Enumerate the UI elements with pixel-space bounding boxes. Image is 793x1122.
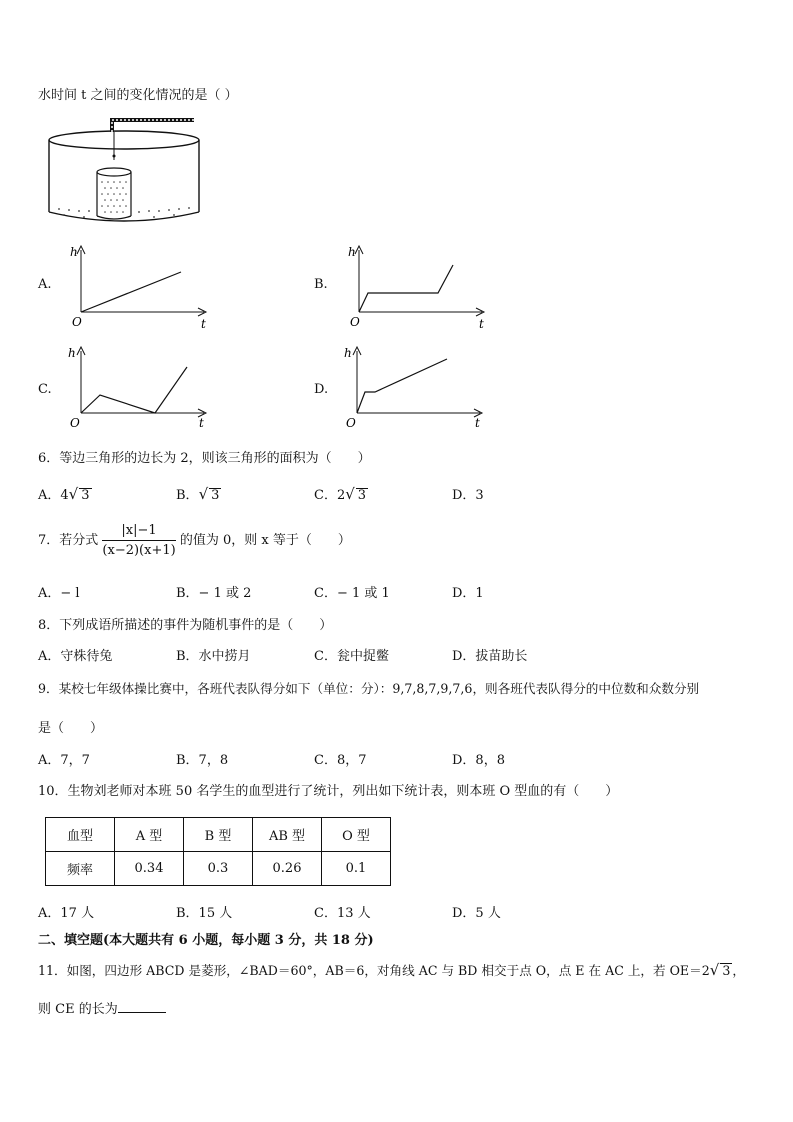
container-illustration <box>44 112 204 227</box>
q9-option-a: A．7，7 <box>38 753 90 768</box>
q5-option-b-label: B. <box>314 277 328 292</box>
q8-option-c: C．瓮中捉鳖 <box>314 649 389 664</box>
q9-option-b: B．7，8 <box>176 753 229 768</box>
q11-stem-line2: 则 CE 的长为 <box>38 998 166 1017</box>
axis-t: t <box>479 317 484 330</box>
blood-type-table <box>45 817 391 886</box>
q10-stem: 10．生物刘老师对本班 50 名学生的血型进行了统计，列出如下统计表，则本班 O 型血的有（ ） <box>38 784 619 799</box>
q5-option-a-label: A. <box>38 277 52 292</box>
q9-option-c: C．8，7 <box>314 753 367 768</box>
origin: O <box>350 315 360 329</box>
q7-option-c: C．− 1 或 1 <box>314 586 390 601</box>
q9-option-d: D．8，8 <box>452 753 505 768</box>
axis-t: t <box>475 416 480 430</box>
axis-t: t <box>199 416 204 430</box>
q6-option-d: D．3 <box>452 488 484 503</box>
q5-graph-a <box>64 242 214 330</box>
q10-option-c: C．13 人 <box>314 906 371 921</box>
q8-option-d: D．拔苗助长 <box>452 649 528 664</box>
table-header-row: 血型 A 型 B 型 AB 型 O 型 <box>46 818 391 852</box>
q8-stem: 8．下列成语所描述的事件为随机事件的是（ ） <box>38 618 333 633</box>
table-row: 频率 0.34 0.3 0.26 0.1 <box>46 852 391 886</box>
q8-option-b: B．水中捞月 <box>176 649 251 664</box>
q6-stem: 6．等边三角形的边长为 2，则该三角形的面积为（ ） <box>38 451 371 466</box>
q9-stem-line1: 9．某校七年级体操比赛中，各班代表队得分如下（单位：分）：9,7,8,7,9,7,6，则各班代表队得分的中位数和众数分别 <box>38 681 700 696</box>
q8-option-a: A．守株待兔 <box>38 649 113 664</box>
q5-option-d-label: D. <box>314 382 329 397</box>
origin: O <box>346 416 356 430</box>
q5-graph-b <box>342 242 492 330</box>
axis-h: h <box>70 245 78 259</box>
axis-h: h <box>68 346 76 360</box>
q7-fraction: $\frac{|x|-1}{(x-2)(x+1)}$ <box>102 523 176 558</box>
axis-h: h <box>348 245 356 259</box>
q7-stem: 7．若分式 $\frac{|x|-1}{(x-2)(x+1)}$ 的值为 0，则 x 等于（ ） <box>38 523 351 558</box>
q10-option-a: A．17 人 <box>38 906 95 921</box>
q10-option-b: B．15 人 <box>176 906 233 921</box>
q7-option-a: A．− l <box>38 586 80 601</box>
origin: O <box>72 315 82 329</box>
q6-option-a: A．4√ 3 <box>38 485 90 503</box>
section-heading: 二、填空题(本大题共有 6 小题，每小题 3 分，共 18 分) <box>38 933 374 948</box>
q5-stem-tail: 水时间 t 之间的变化情况的是（ ） <box>38 88 238 103</box>
axis-t: t <box>201 317 206 330</box>
origin: O <box>70 416 80 430</box>
q6-option-c: C．2√ 3 <box>314 485 367 503</box>
q6-option-b: B．√ 3 <box>176 485 220 503</box>
q7-option-d: D．1 <box>452 586 484 601</box>
q5-option-c-label: C. <box>38 382 52 397</box>
q5-graph-d <box>340 343 490 431</box>
q5-graph-c <box>64 343 214 431</box>
q7-option-b: B．− 1 或 2 <box>176 586 252 601</box>
axis-h: h <box>344 346 352 360</box>
answer-blank <box>118 1000 166 1013</box>
q11-stem-line1: 11．如图，四边形 ABCD 是菱形，∠BAD＝60°，AB＝6，对角线 AC 与 BD 相交于点 O，点 E 在 AC 上，若 OE＝2√ 3 ， <box>38 961 745 979</box>
q10-option-d: D．5 人 <box>452 906 501 921</box>
q9-stem-line2: 是（ ） <box>38 721 104 736</box>
